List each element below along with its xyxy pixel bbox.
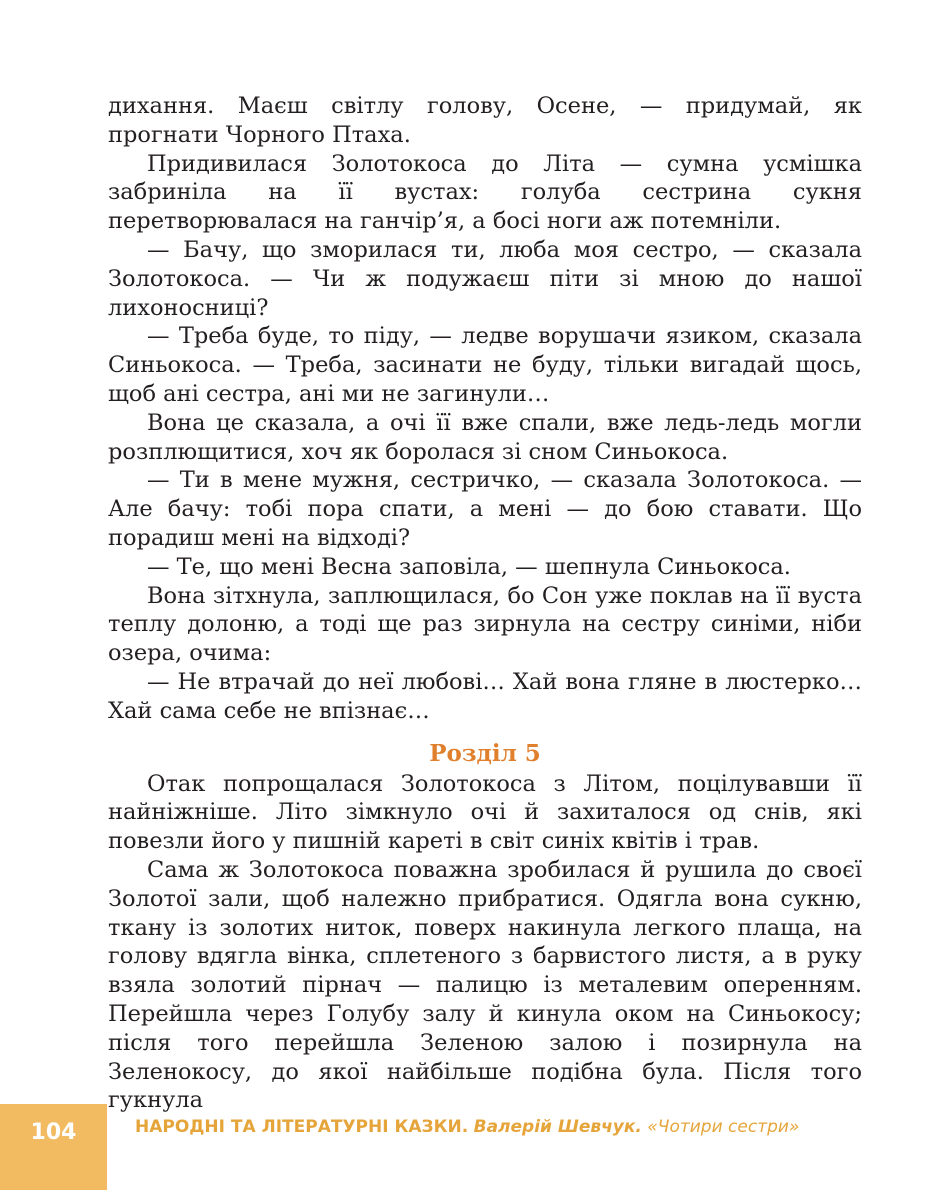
page-body: [108, 92, 862, 1115]
paragraph: Сама ж Золотокоса поважна зробилася й рушила до своєї Золотої зали, щоб належно прибратися. Одягла вона сукню, ткану із золотих ниток, поверх накинула легкого плаща, на голову вдягла вінка, сплетеного з барвистого листя, а в руку взяла золотий пірнач — палицю із металевим оперенням. Перейшла через Голубу залу й кинула оком на Синьокосу; після того перейшла Зеленою залою і позирнула на Зеленокосу, до якої найбільше подібна була. Після того гукнула: [108, 856, 862, 1114]
paragraph: — Бачу, що зморилася ти, люба моя сестро, — сказала Золотокоса. — Чи ж подужаєш піти зі мною до нашої лихоносниці?: [108, 236, 862, 321]
paragraph: Отак попрощалася Золотокоса з Літом, поцілувавши її найніжніше. Літо зімкнуло очі й захиталося од снів, які повезли його у пишній кареті в світ синіх квітів і трав.: [108, 770, 862, 855]
paragraph: Вона зітхнула, заплющилася, бо Сон уже поклав на її вуста теплу долоню, а тоді ще раз зирнула на сестру синіми, ніби озера, очима:: [108, 582, 862, 667]
paragraph: — Ти в мене мужня, сестричко, — сказала Золотокоса. — Але бачу: тобі пора спати, а мені — до бою ставати. Що порадиш мені на відході?: [108, 467, 862, 551]
running-head-author: Валерій Шевчук.: [473, 1117, 642, 1137]
page-number: 104: [30, 1119, 77, 1145]
running-head-work: «Чотири сестри»: [647, 1117, 800, 1137]
running-head-section: НАРОДНІ ТА ЛІТЕРАТУРНІ КАЗКИ.: [135, 1117, 469, 1137]
paragraph: Вона це сказала, а очі її вже спали, вже ледь-ледь могли розплющитися, хоч як боролася зі сном Синьокоса.: [108, 409, 862, 465]
paragraph: — Треба буде, то піду, — ледве ворушачи язиком, сказала Синьокоса. — Треба, засинати не буду, тільки вигадай щось, щоб ані сестра, ані ми не загинули…: [108, 323, 862, 407]
paragraph: Придивилася Золотокоса до Літа — сумна усмішка забринiла на її вустах: голуба сестрина сукня перетворювалася на ганчір’я, а босі ноги аж потемніли.: [108, 150, 862, 235]
paragraph: — Не втрачай до неї любові… Хай вона гляне в люстерко… Хай сама себе не впізнає…: [108, 668, 862, 724]
section-heading: Розділ 5: [429, 739, 541, 767]
paragraph: дихання. Маєш світлу голову, Осене, — придумай, як прогнати Чорного Птаха.: [108, 93, 862, 148]
paragraph: — Те, що мені Весна заповіла, — шепнула Синьокоса.: [147, 553, 791, 580]
running-head: [135, 1117, 895, 1137]
